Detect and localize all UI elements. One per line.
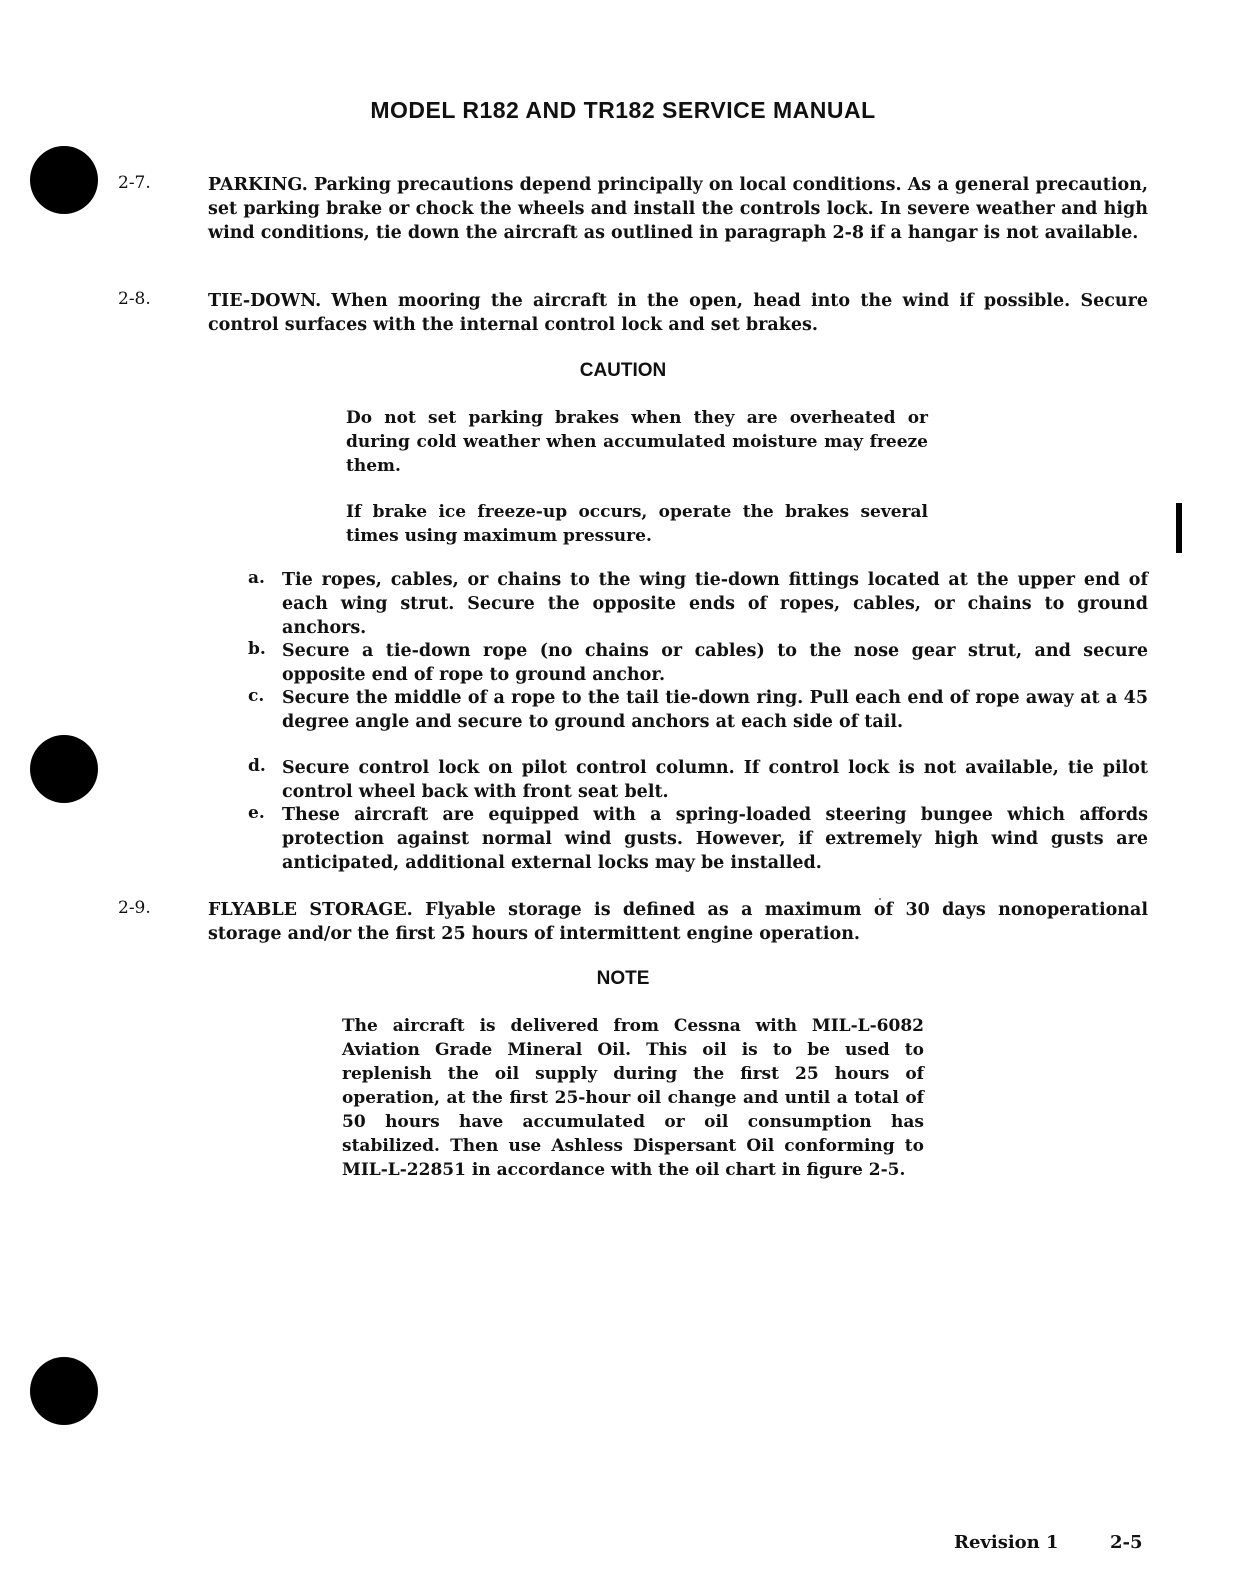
step-text: Secure the middle of a rope to the tail tie-down ring. Pull each end of rope away at a 45 degree angle and secure to ground anchors at each side of tail. [282, 688, 1148, 732]
footer-revision: Revision 1 [954, 1532, 1059, 1553]
paragraph-text: TIE-DOWN. When mooring the aircraft in the open, head into the wind if possible. Secure control surfaces with the internal control lock and set brakes. [208, 291, 1148, 335]
caution-heading: CAUTION [579, 360, 667, 381]
step-label: c. [248, 686, 265, 706]
step-text: Secure a tie-down rope (no chains or cables) to the nose gear strut, and secure opposite end of rope to ground anchor. [282, 641, 1148, 685]
punch-hole-top [30, 146, 98, 214]
paragraph-text: FLYABLE STORAGE. Flyable storage is defined as a maximum of 30 days nonoperational storage and/or the first 25 hours of intermittent engine operation. [208, 900, 1148, 944]
caution-text-1: Do not set parking brakes when they are overheated or during cold weather when accumulated moisture may freeze them. [346, 408, 928, 476]
footer-page-number: 2-5 [1110, 1532, 1143, 1553]
note-text: The aircraft is delivered from Cessna with MIL-L-6082 Aviation Grade Mineral Oil. This oil is to be used to replenish the oil supply during the first 25 hours of operation, at the first 25-hour oil change and until a total of 50 hours have accumulated or oil consumption has stabilized. Then use Ashless Dispersant Oil conforming to MIL-L-22851 in accordance with the oil chart in figure 2-5. [342, 1016, 924, 1180]
step-text: Tie ropes, cables, or chains to the wing tie-down fittings located at the upper end of each wing strut. Secure the opposite ends of ropes, cables, or chains to ground anchors. [282, 570, 1148, 638]
step-label: d. [248, 756, 266, 776]
note-heading: NOTE [596, 968, 650, 989]
paragraph-text: PARKING. Parking precautions depend principally on local conditions. As a general precaution, set parking brake or chock the wheels and install the controls lock. In severe weather and high wind conditions, tie down the aircraft as outlined in paragraph 2-8 if a hangar is not available. [208, 175, 1148, 243]
paragraph-number: 2-9. [118, 898, 151, 918]
page-title: MODEL R182 AND TR182 SERVICE MANUAL [370, 97, 876, 123]
step-text: These aircraft are equipped with a spring-loaded steering bungee which affords protection against normal wind gusts. However, if extremely high wind gusts are anticipated, additional external locks may be installed. [282, 805, 1148, 873]
step-label: a. [248, 568, 265, 588]
step-label: b. [248, 639, 266, 659]
step-text: Secure control lock on pilot control column. If control lock is not available, tie pilot control wheel back with front seat belt. [282, 758, 1148, 802]
paragraph-number: 2-8. [118, 289, 151, 309]
paragraph-number: 2-7. [118, 173, 151, 193]
punch-hole-bottom [30, 1357, 98, 1425]
caution-text-2: If brake ice freeze-up occurs, operate the brakes several times using maximum pressure. [346, 502, 928, 546]
revision-change-bar [1176, 503, 1182, 553]
punch-hole-middle [30, 735, 98, 803]
step-label: e. [248, 803, 265, 823]
